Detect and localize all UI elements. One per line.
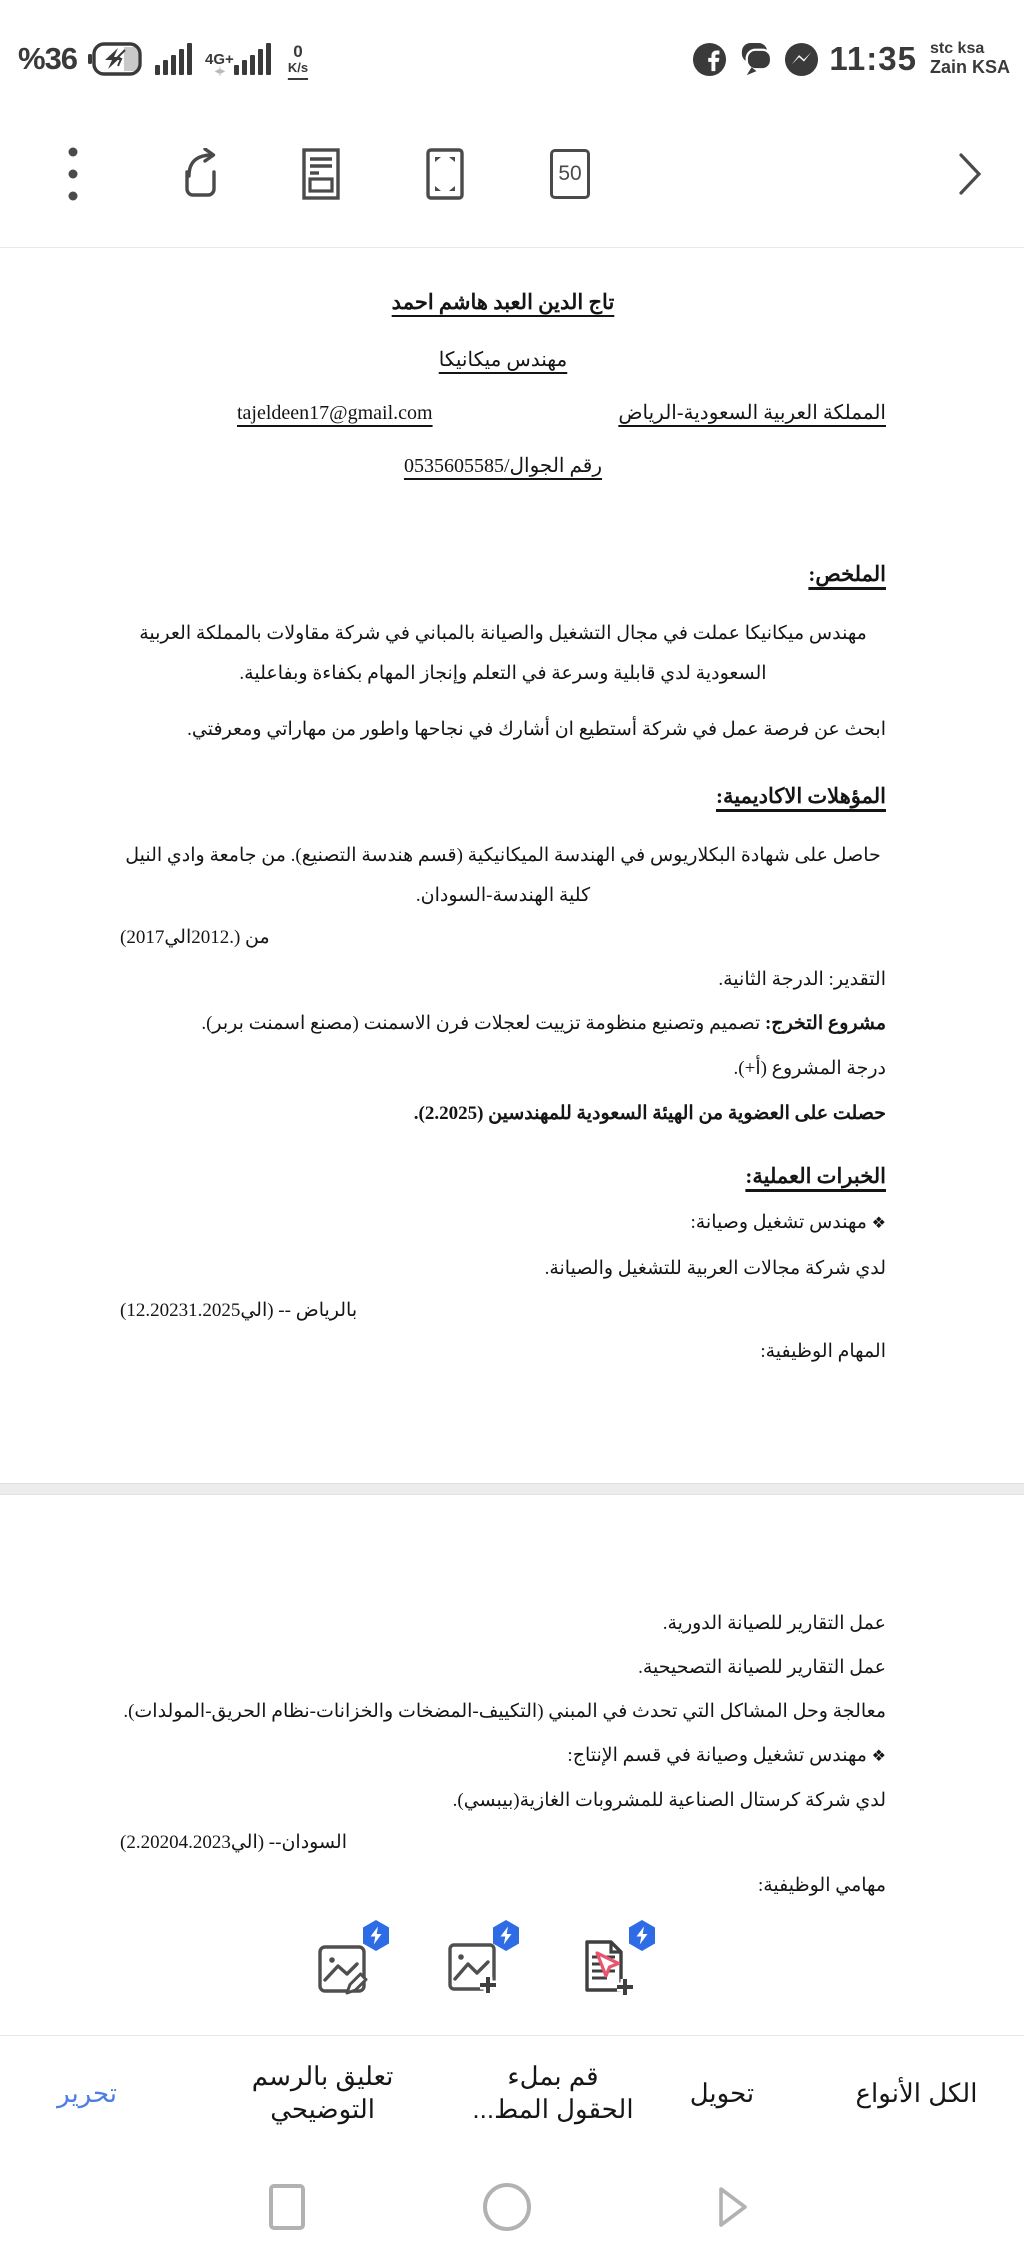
carrier-sim2-label: Zain KSA bbox=[929, 56, 1010, 77]
task-line-2: عمل التقارير للصيانة التصحيحية. bbox=[638, 1657, 886, 1678]
updown-arrows-icon: ◂|▸ bbox=[214, 66, 225, 77]
home-button-icon[interactable] bbox=[483, 2183, 531, 2231]
facebook-notification-icon bbox=[691, 41, 728, 78]
carrier-sim1-label: stc ksa bbox=[929, 40, 985, 58]
page-break-divider bbox=[0, 1483, 1024, 1495]
diamond-bullet-icon: ❖ bbox=[871, 1748, 886, 1765]
experience1-company: لدي شركة مجالات العربية للتشغيل والصيانة. bbox=[544, 1258, 886, 1279]
education-heading: المؤهلات الاكاديمية: bbox=[716, 784, 886, 808]
tab-all-types[interactable]: الكل الأنواع bbox=[855, 2077, 978, 2108]
project-grade-line: درجة المشروع (أ+). bbox=[733, 1058, 886, 1079]
ai-spark-badge-icon bbox=[361, 1919, 391, 1952]
ai-spark-badge-icon bbox=[627, 1919, 657, 1952]
fullscreen-icon[interactable] bbox=[426, 148, 464, 200]
back-button-icon[interactable] bbox=[709, 2182, 755, 2232]
status-bar bbox=[0, 0, 1024, 100]
cv-phone: رقم الجوال/0535605585 bbox=[403, 455, 603, 477]
more-menu-icon[interactable] bbox=[69, 147, 78, 200]
ai-add-image-button[interactable] bbox=[447, 1935, 503, 1997]
task-line-3: معالجة وحل المشاكل التي تحدث في المبني (التكييف-المضخات والخزانات-نظام الحريق-المولدات). bbox=[123, 1701, 886, 1722]
battery-charging-icon bbox=[87, 41, 145, 77]
summary-paragraph-2: ابحث عن فرصة عمل في شركة أستطيع ان أشارك في نجاحها واطور من مهاراتي ومعرفتي. bbox=[187, 719, 886, 740]
document-page-2 bbox=[0, 1495, 1024, 2035]
education-dates: من (.2012الي2017) bbox=[120, 927, 270, 948]
experience1-title: ❖ مهندس تشغيل وصيانة: bbox=[690, 1212, 886, 1233]
cv-job-title: مهندس ميكانيكا bbox=[438, 349, 568, 371]
tab-annotate[interactable]: تعليق بالرسم التوضيحي bbox=[251, 2061, 394, 2124]
tab-edit[interactable]: تحرير bbox=[57, 2077, 118, 2108]
bottom-action-bar bbox=[0, 2035, 1024, 2150]
task-line-1: عمل التقارير للصيانة الدورية. bbox=[662, 1613, 886, 1634]
network-speed-unit: K/s bbox=[287, 60, 309, 76]
document-page-1 bbox=[0, 248, 1024, 1483]
experience2-company: لدي شركة كرستال الصناعية للمشروبات الغازية(بيبسي). bbox=[452, 1790, 886, 1811]
experience2-dates: (2.2020الي4.2023) --السودان bbox=[120, 1832, 347, 1853]
network-type-label: 4G+ bbox=[205, 51, 234, 68]
network-speed-value: 0 bbox=[293, 42, 303, 62]
ai-spark-badge-icon bbox=[491, 1919, 521, 1952]
cv-name: تاج الدين العبد هاشم احمد bbox=[391, 290, 615, 314]
tab-convert[interactable]: تحويل bbox=[689, 2077, 755, 2108]
cv-email: tajeldeen17@gmail.com bbox=[237, 402, 433, 424]
summary-paragraph-1: مهندس ميكانيكا عملت في مجال التشغيل والصيانة بالمباني في شركة مقاولات بالمملكة العربية السعودية لدي قابلية وسرعة في التعلم وإنجاز المهام بكفاءة وبفاعلية. bbox=[139, 623, 867, 684]
ai-fill-document-button[interactable] bbox=[577, 1935, 639, 1997]
messenger-notification-icon bbox=[783, 41, 820, 78]
tab-fill-fields[interactable]: قم بملء الحقول المط... bbox=[472, 2061, 634, 2124]
membership-line: حصلت على العضوية من الهيئة السعودية للمهندسين (2.2025). bbox=[413, 1103, 886, 1124]
signal-bars-icon bbox=[155, 41, 195, 77]
summary-heading: الملخص: bbox=[808, 562, 886, 586]
app-toolbar bbox=[0, 100, 1024, 248]
education-paragraph: حاصل على شهادة البكلاريوس في الهندسة الميكانيكية (قسم هندسة التصنيع). من جامعة وادي النيل كلية الهندسة-السودان. bbox=[125, 845, 881, 906]
experience1-dates: (12.2023الي1.2025) -- بالرياض bbox=[120, 1300, 358, 1321]
experience2-tasks-label: مهامي الوظيفية: bbox=[757, 1875, 886, 1896]
grade-line: التقدير: الدرجة الثانية. bbox=[718, 969, 886, 990]
share-icon[interactable] bbox=[175, 148, 225, 200]
chat-bubbles-notification-icon bbox=[737, 41, 774, 78]
experience2-title: ❖ مهندس تشغيل وصيانة في قسم الإنتاج: bbox=[567, 1745, 886, 1766]
page-number-indicator[interactable]: 50 bbox=[550, 149, 590, 199]
ai-edit-image-button[interactable] bbox=[317, 1935, 373, 1997]
experience1-tasks-label: المهام الوظيفية: bbox=[760, 1341, 886, 1362]
recents-button-icon[interactable] bbox=[269, 2184, 305, 2230]
android-navigation-bar bbox=[0, 2150, 1024, 2263]
diamond-bullet-icon: ❖ bbox=[871, 1215, 886, 1232]
signal-bars2-icon bbox=[234, 41, 274, 77]
clock-time: 11:35 bbox=[829, 40, 917, 77]
chevron-right-icon[interactable] bbox=[955, 150, 985, 198]
reader-view-icon[interactable] bbox=[302, 148, 340, 200]
experience-heading: الخبرات العملية: bbox=[745, 1164, 886, 1188]
ai-suggestion-chips bbox=[0, 1935, 990, 1997]
graduation-project-line: مشروع التخرج: تصميم وتصنيع منظومة تزييت لعجلات فرن الاسمنت (مصنع اسمنت بربر). bbox=[201, 1013, 886, 1034]
battery-percent: %36 bbox=[18, 41, 78, 76]
cv-location: المملكة العربية السعودية-الرياض bbox=[618, 402, 886, 424]
